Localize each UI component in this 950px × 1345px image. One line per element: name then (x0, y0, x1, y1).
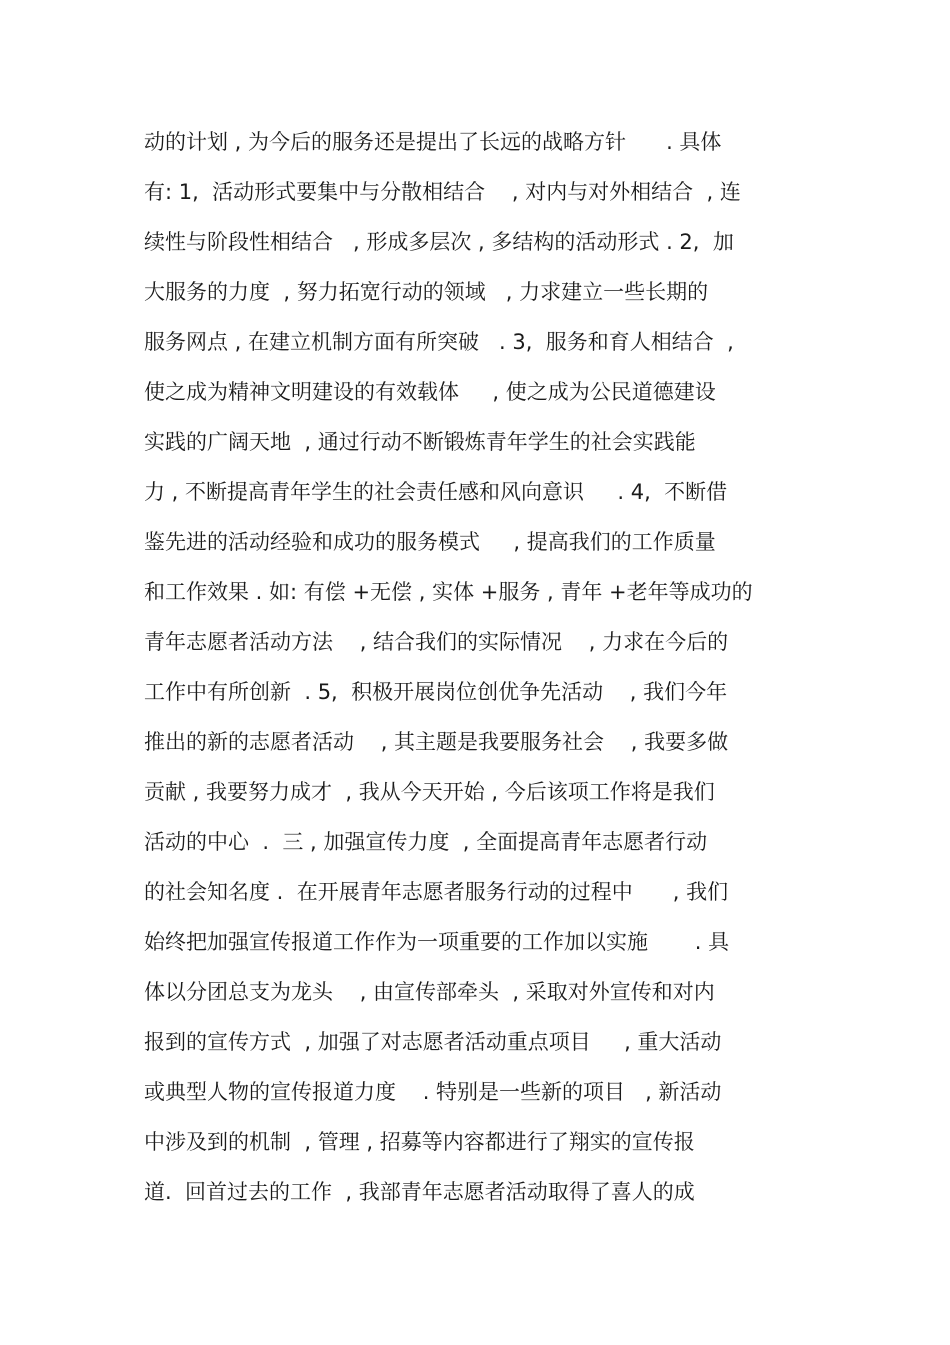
text-line: 始终把加强宣传报道工作作为一项重要的工作加以实施 . 具 (144, 930, 730, 954)
text-line: 贡献 , 我要努力成才 , 我从今天开始 , 今后该项工作将是我们 (144, 780, 715, 804)
text-line: 活动的中心 . 三 , 加强宣传力度 , 全面提高青年志愿者行动 (144, 830, 708, 854)
text-line: 和工作效果 . 如: 有偿 +无偿 , 实体 +服务 , 青年 +老年等成功的 (144, 580, 753, 604)
text-line: 动的计划 , 为今后的服务还是提出了长远的战略方针 . 具体 (144, 130, 722, 154)
text-line: 续性与阶段性相结合 , 形成多层次 , 多结构的活动形式 . 2, 加 (144, 230, 734, 254)
text-line: 青年志愿者活动方法 , 结合我们的实际情况 , 力求在今后的 (144, 630, 729, 654)
text-line: 体以分团总支为龙头 , 由宣传部牵头 , 采取对外宣传和对内 (144, 980, 715, 1004)
text-line: 使之成为精神文明建设的有效载体 , 使之成为公民道德建设 (144, 380, 716, 404)
text-line: 有: 1, 活动形式要集中与分散相结合 , 对内与对外相结合 , 连 (144, 180, 741, 204)
text-line: 或典型人物的宣传报道力度 . 特别是一些新的项目 , 新活动 (144, 1080, 722, 1104)
text-line: 工作中有所创新 . 5, 积极开展岗位创优争先活动 , 我们今年 (144, 680, 728, 704)
body-text (144, 120, 814, 1220)
text-line: 的社会知名度 . 在开展青年志愿者服务行动的过程中 , 我们 (144, 880, 729, 904)
text-line: 推出的新的志愿者活动 , 其主题是我要服务社会 , 我要多做 (144, 730, 729, 754)
text-line: 鉴先进的活动经验和成功的服务模式 , 提高我们的工作质量 (144, 530, 716, 554)
text-line: 力 , 不断提高青年学生的社会责任感和风向意识 . 4, 不断借 (144, 480, 728, 504)
text-line: 大服务的力度 , 努力拓宽行动的领域 , 力求建立一些长期的 (144, 280, 709, 304)
text-line: 实践的广阔天地 , 通过行动不断锻炼青年学生的社会实践能 (144, 430, 696, 454)
text-line: 服务网点 , 在建立机制方面有所突破 . 3, 服务和育人相结合 , (144, 330, 734, 354)
text-line: 道. 回首过去的工作 , 我部青年志愿者活动取得了喜人的成 (144, 1180, 695, 1204)
text-line: 报到的宣传方式 , 加强了对志愿者活动重点项目 , 重大活动 (144, 1030, 722, 1054)
text-line: 中涉及到的机制 , 管理 , 招募等内容都进行了翔实的宣传报 (144, 1130, 695, 1154)
